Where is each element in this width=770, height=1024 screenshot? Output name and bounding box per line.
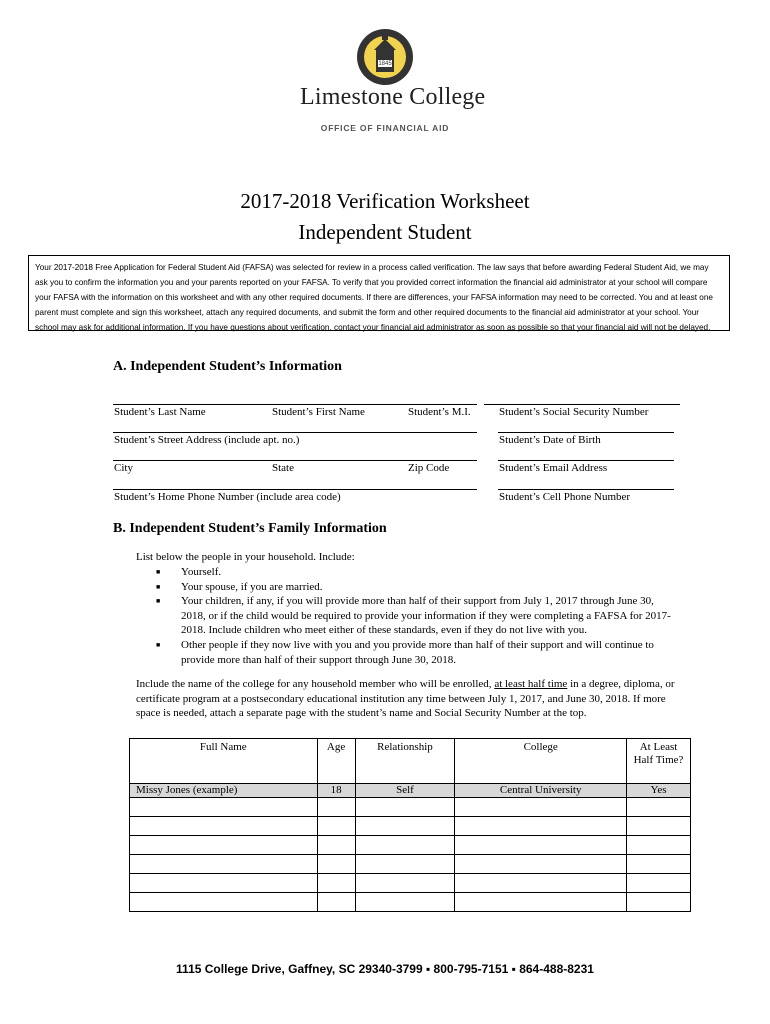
square-bullet-icon: ■ — [156, 568, 161, 576]
first-name-label: Student’s First Name — [272, 406, 365, 418]
half-time-emphasis: at least half time — [494, 678, 568, 690]
intro-text: Your 2017-2018 Free Application for Federal Student Aid (FAFSA) was selected for review in a process called verification. The law says that before awarding Federal Student Aid, we may ask you to confirm the information you and your parents reported on your FAFSA. To verify that you provided correct information the financial aid administrator at your school will compare your FAFSA with the information on this worksheet and with any other required documents. If there are differences, your FAFSA information may need to be corrected. You and at least one parent must complete and sign this worksheet, attach any required documents, and submit the form and other required documents to the financial aid administrator at your school. Your school may ask for additional information. If you have questions about verification, contact your financial aid administrator as soon as possible so that your financial aid will not be delayed. — [35, 263, 713, 332]
section-b-heading: B. Independent Student’s Family Information — [113, 521, 387, 536]
college-logo — [300, 28, 486, 138]
list-item: ■ Other people if they now live with you and you provide more than half of their support and will continue to provide more than half of their support through June 30, 2018. — [156, 638, 654, 666]
example-name: Missy Jones (example) — [130, 784, 318, 798]
home-phone-label: Student’s Home Phone Number (include area code) — [114, 491, 341, 503]
last-name-label: Student’s Last Name — [114, 406, 206, 418]
col-full-name: Full Name — [130, 739, 318, 784]
seal-year: 1845 — [378, 61, 392, 67]
worksheet-title: 2017-2018 Verification Worksheet — [240, 189, 530, 213]
table-row — [130, 855, 691, 874]
home-phone-line[interactable] — [113, 489, 477, 490]
table-row — [130, 893, 691, 912]
email-label: Student’s Email Address — [499, 462, 608, 474]
college-instructions: Include the name of the college for any household member who will be enrolled, at least half time in a degree, diploma, or certificate program at a postsecondary educational institution any time between July 1, 2017, and June 30, 2018. If more space is needed, attach a separate page with the student’s name and Social Security Number at the top. — [136, 678, 675, 720]
ssn-label: Student’s Social Security Number — [499, 406, 649, 418]
household-intro: List below the people in your household. Include: — [136, 551, 355, 563]
cell-input[interactable] — [455, 798, 627, 817]
cell-input[interactable] — [130, 836, 318, 855]
cell-input[interactable] — [455, 855, 627, 874]
email-line[interactable] — [498, 460, 674, 461]
cell-input[interactable] — [355, 855, 455, 874]
col-half-time: At Least Half Time? — [627, 739, 691, 784]
example-college: Central University — [455, 784, 627, 798]
cell-input[interactable] — [130, 798, 318, 817]
cell-phone-line[interactable] — [498, 489, 674, 490]
cell-input[interactable] — [317, 798, 355, 817]
cell-input[interactable] — [317, 817, 355, 836]
state-label: State — [272, 462, 294, 474]
college-name: Limestone College — [300, 84, 486, 110]
dob-label: Student’s Date of Birth — [499, 434, 601, 446]
cell-input[interactable] — [130, 855, 318, 874]
worksheet-subtitle: Independent Student — [298, 220, 472, 244]
cell-input[interactable] — [317, 893, 355, 912]
list-item: ■ Your children, if any, if you will provide more than half of their support from July 1, 2017 through June 30, 2018, or if the child would be required to provide your information if they were completing a FAFSA for 2017-2018. Include children who meet either of these standards, even if they do not live with you. — [156, 595, 671, 637]
cell-input[interactable] — [455, 874, 627, 893]
section-a-heading: A. Independent Student’s Information — [113, 359, 342, 374]
table-header-row — [130, 739, 691, 784]
city-state-zip-line[interactable] — [113, 460, 477, 461]
ssn-line[interactable] — [484, 404, 680, 405]
col-college: College — [455, 739, 627, 784]
mi-label: Student’s M.I. — [408, 406, 471, 418]
footer-contact: 1115 College Drive, Gaffney, SC 29340-3799 ▪ 800-795-7151 ▪ 864-488-8231 — [176, 962, 594, 976]
cell-input[interactable] — [627, 798, 691, 817]
table-row — [130, 874, 691, 893]
dob-line[interactable] — [498, 432, 674, 433]
col-relationship: Relationship — [355, 739, 455, 784]
cell-input[interactable] — [627, 855, 691, 874]
table-row — [130, 836, 691, 855]
col-age: Age — [317, 739, 355, 784]
cell-input[interactable] — [455, 893, 627, 912]
cell-input[interactable] — [130, 893, 318, 912]
cell-input[interactable] — [627, 817, 691, 836]
cell-input[interactable] — [317, 836, 355, 855]
square-bullet-icon: ■ — [156, 597, 161, 606]
intro-box — [28, 255, 730, 331]
table-row — [130, 798, 691, 817]
square-bullet-icon: ■ — [156, 582, 161, 591]
cell-input[interactable] — [317, 855, 355, 874]
city-label: City — [114, 462, 133, 474]
office-name: OFFICE OF FINANCIAL AID — [320, 123, 450, 133]
cell-input[interactable] — [627, 836, 691, 855]
list-item: ■ Yourself. — [156, 566, 222, 578]
cell-input[interactable] — [355, 893, 455, 912]
table-row — [130, 817, 691, 836]
square-bullet-icon: ■ — [156, 640, 161, 649]
cell-input[interactable] — [455, 817, 627, 836]
cell-input[interactable] — [627, 893, 691, 912]
zip-label: Zip Code — [408, 462, 450, 474]
college-seal-icon — [356, 28, 414, 86]
cell-input[interactable] — [130, 874, 318, 893]
example-relationship: Self — [355, 784, 455, 798]
cell-input[interactable] — [355, 874, 455, 893]
example-half-time: Yes — [627, 784, 691, 798]
cell-input[interactable] — [130, 817, 318, 836]
address-line[interactable] — [113, 432, 477, 433]
table-row-example — [130, 784, 691, 798]
household-table — [129, 738, 691, 912]
example-age: 18 — [317, 784, 355, 798]
list-item: ■ Your spouse, if you are married. — [156, 580, 323, 593]
cell-input[interactable] — [627, 874, 691, 893]
cell-input[interactable] — [455, 836, 627, 855]
address-label: Student’s Street Address (include apt. no.) — [114, 434, 300, 446]
name-line[interactable] — [113, 404, 477, 405]
cell-input[interactable] — [317, 874, 355, 893]
cell-phone-label: Student’s Cell Phone Number — [499, 491, 631, 503]
household-list — [156, 565, 676, 667]
cell-input[interactable] — [355, 798, 455, 817]
cell-input[interactable] — [355, 836, 455, 855]
cell-input[interactable] — [355, 817, 455, 836]
